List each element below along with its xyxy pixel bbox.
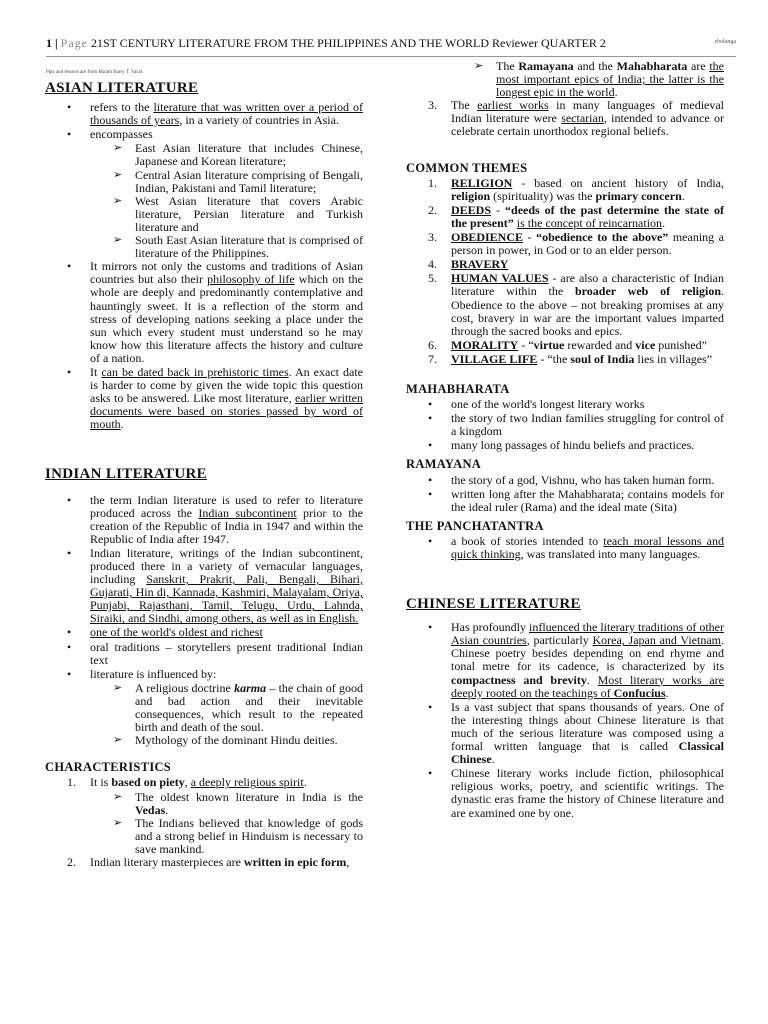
asian-literature-list-cont [45,260,363,431]
header-separator: | [55,36,58,50]
right-column [406,60,724,821]
header-author: rbolanga [715,39,736,45]
list-item: • encompasses [45,128,363,141]
mahabharata-heading: MAHABHARATA [406,381,510,396]
mahabharata-list [406,398,724,452]
sub-item: ➢ Central Asian literature comprising of Bengali, Indian, Pakistani and Tamil literature; [45,169,363,195]
indian-literature-heading: INDIAN LITERATURE [45,466,207,483]
page-header [46,36,736,57]
panchatantra-list [406,535,724,561]
sub-item: ➢ West Asian literature that covers Arabic literature, Persian literature and Turkish literature and [45,195,363,234]
sub-item: ➢ The Ramayana and the Mahabharata are the most important epics of India; the latter is the longest epic in the world. [406,60,724,99]
list-item: • It can be dated back in prehistoric times. An exact date is harder to come by given the wide topic this question asks to be answered. Like most literature, earlier written documents were based on stories passed by word of mouth. [45,366,363,431]
characteristics-list [45,776,363,789]
list-item: • many long passages of hindu beliefs and practices. [406,439,724,452]
characteristics-list-cont-2 [406,99,724,138]
ramayana-heading: RAMAYANA [406,457,482,472]
common-themes-heading: COMMON THEMES [406,160,528,175]
list-item: • It mirrors not only the customs and traditions of Asian countries but also their philosophy of life which on the whole are deeply and predominantly contemplative and hauntingly sweet. It is a reflection of the storm and stress of developing nations seeking a place under the sun which every student must understand so he may know how this literature affects the history and culture of a nation. [45,260,363,365]
list-item: • oral traditions – storytellers present traditional Indian text [45,641,363,667]
indian-literature-list [45,494,363,681]
list-item: • Is a vast subject that spans thousands of years. One of the interesting things about Chinese literature is that much of the serious literature was composed using a formal written language that is called Classical Chinese. [406,701,724,766]
asian-literature-list [45,101,363,141]
list-item: • Chinese literary works include fiction, philosophical religious works, poetry, and scientific writings. The dynastic eras frame the history of Chinese literature and are examined one by one. [406,767,724,819]
list-item: • one of the world's oldest and richest [45,626,363,639]
list-item: • literature is influenced by: [45,668,363,681]
sub-item: ➢ The oldest known literature in India is the Vedas. [45,791,363,817]
epic-sublist [406,60,724,99]
list-item: • the term Indian literature is used to refer to literature produced across the Indian subcontinent prior to the creation of the Republic of India in 1947 and within the Republic of India after 1947. [45,494,363,546]
common-themes-list [406,177,724,366]
encompasses-sublist [45,142,363,260]
list-item: • refers to the literature that was written over a period of thousands of years, in a variety of countries in Asia. [45,101,363,127]
panchatantra-heading: THE PANCHATANTRA [406,518,544,533]
source-note: Ppts and lessons are from Ma'am Barry T. Vacal. [46,70,144,75]
sub-item: ➢ East Asian literature that includes Chinese, Japanese and Korean literature; [45,142,363,168]
list-item: 5. HUMAN VALUES - are also a characteristic of Indian literature within the broader web of religion. Obedience to the above – not breaking promises at any cost, bravery in war are the important values imparted through the sacred books and epics. [428,271,724,338]
asian-literature-heading: ASIAN LITERATURE [45,80,199,96]
list-item: • the story of two Indian families struggling for control of a kingdom [406,412,724,438]
ramayana-list [406,474,724,514]
list-item: 7. VILLAGE LIFE - “the soul of India lies in villages” [428,351,713,366]
page-number: 1 [46,36,52,50]
left-column [45,78,363,870]
sub-item: ➢ A religious doctrine karma – the chain of good and bad action and their inevitable consequences, which result to the repeated birth and death of the soul. [45,682,363,734]
header-title: 21ST CENTURY LITERATURE FROM THE PHILIPPINES AND THE WORLD Reviewer QUARTER 2 [90,36,606,50]
list-item: • the story of a god, Vishnu, who has taken human form. [406,474,724,487]
piety-sublist [45,791,363,856]
page-label: Page [60,36,88,50]
list-item: • a book of stories intended to teach moral lessons and quick thinking, was translated into many languages. [406,535,724,561]
chinese-literature-list [406,621,724,819]
characteristics-list-cont [45,856,363,869]
list-item: 1. It is based on piety, a deeply religious spirit. [67,775,307,790]
list-item: • written long after the Mahabharata; contains models for the ideal ruler (Rama) and the ideal mate (Sita) [406,488,724,514]
list-item: • one of the world's longest literary works [406,398,724,411]
list-item: 2. Indian literary masterpieces are written in epic form, [67,854,350,869]
list-item: 3. OBEDIENCE - “obedience to the above” meaning a person in power, in God or to an elder person. [428,230,725,258]
list-item: • Indian literature, writings of the Indian subcontinent, produced there in a variety of vernacular languages, including Sanskrit, Prakrit, Pali, Bengali, Bihari, Gujarati, Hin di, Kannada, Kashmiri, Malayalam, Oriya, Punjabi, Rajasthani, Tamil, Telugu, Urdu, Lahnda, Siraiki, and Sindhi, among others, as well as in English. [45,547,363,626]
list-item: 6. MORALITY - “virtue rewarded and vice punished” [428,337,707,352]
list-item: • Has profoundly influenced the literary traditions of other Asian countries, particularly Korea, Japan and Vietnam. Chinese poetry besides depending on end rhyme and tonal metre for its cadence, is characterized by its compactness and brevity. Most literary works are deeply rooted on the teachings of Confucius. [406,621,724,700]
influence-sublist [45,682,363,747]
sub-item: ➢ The Indians believed that knowledge of gods and a strong belief in Hinduism is necessary to save mankind. [45,817,363,856]
list-item: 4. BRAVERY [428,257,509,272]
list-item: 2. DEEDS - “deeds of the past determine the state of the present” is the concept of reincarnation. [428,202,724,230]
chinese-literature-heading: CHINESE LITERATURE [406,596,581,613]
list-item: 1. RELIGION - based on ancient history of India, religion (spirituality) was the primary concern. [428,175,724,203]
characteristics-heading: CHARACTERISTICS [45,760,172,775]
sub-item: ➢ Mythology of the dominant Hindu deities. [45,734,363,747]
sub-item: ➢ South East Asian literature that is comprised of literature of the Philippines. [45,234,363,260]
list-item: 3. The earliest works in many languages of medieval Indian literature were sectarian, intended to advance or celebrate certain unorthodox regional beliefs. [428,98,725,139]
